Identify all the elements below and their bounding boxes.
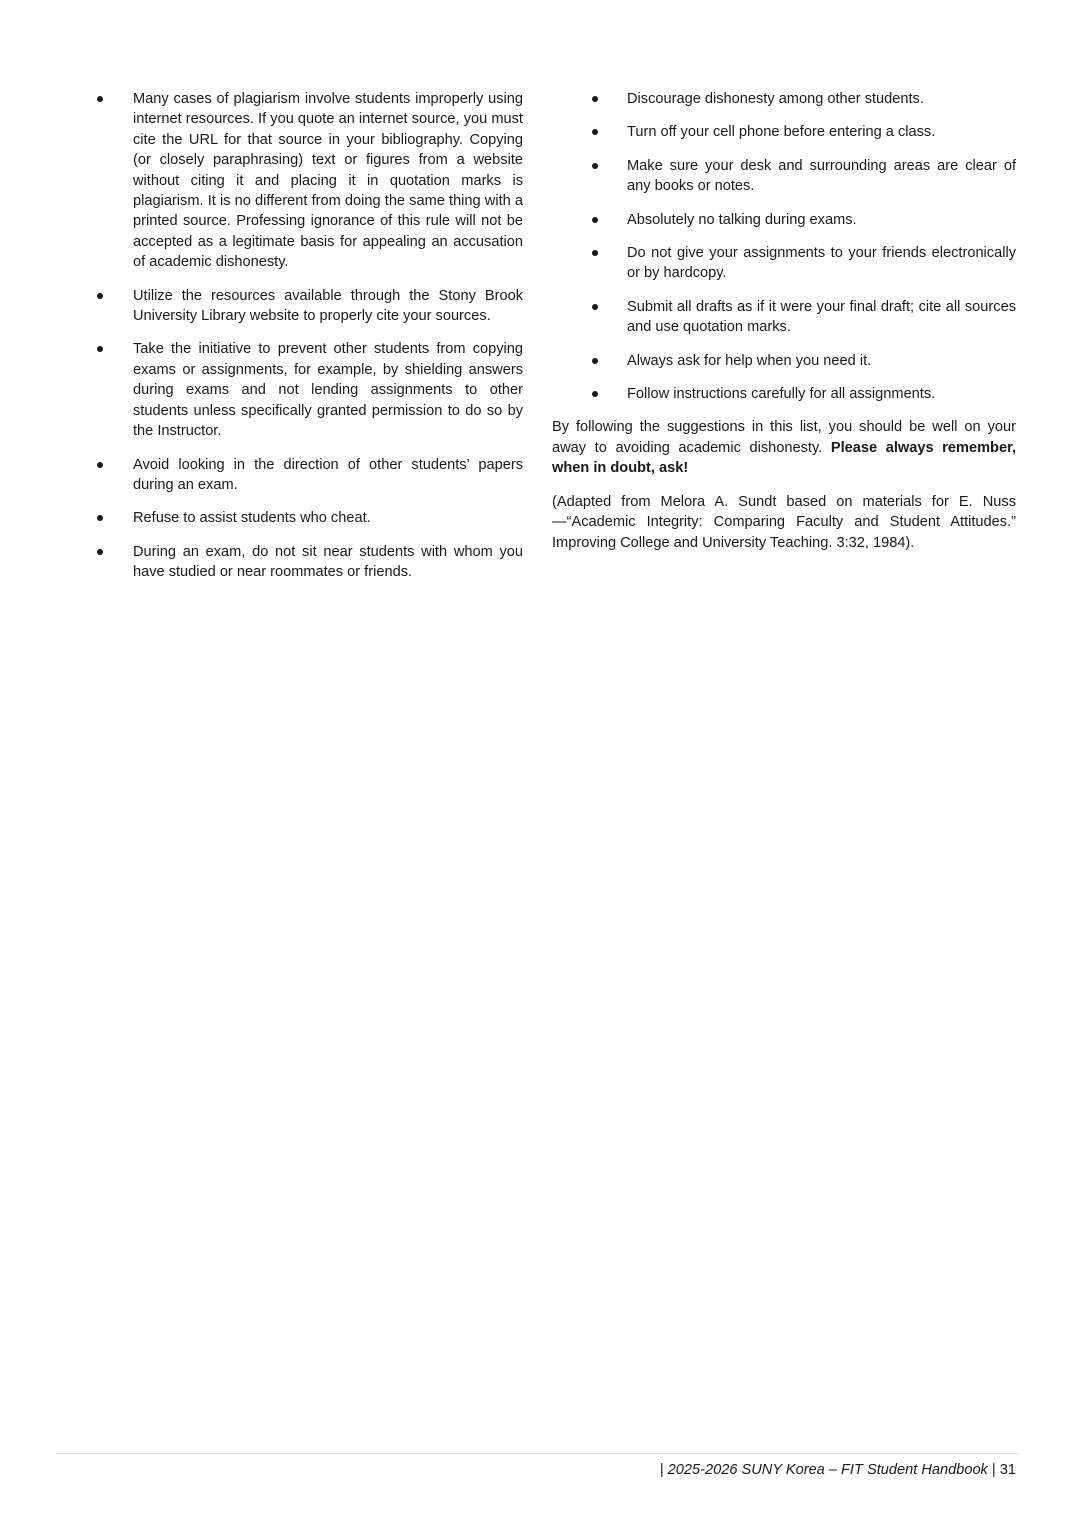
footer-separator: | [659,1462,668,1478]
bullet-icon [97,346,103,352]
list-item [552,243,1016,284]
list-item [95,455,523,496]
left-bullet-list [95,89,523,583]
bullet-icon [592,304,598,310]
bullet-icon [97,549,103,555]
list-item [552,210,1016,230]
bullet-icon [592,163,598,169]
list-item-text: Always ask for help when you need it. [627,352,872,369]
list-item [95,89,523,273]
list-item [95,286,523,327]
list-item [552,122,1016,142]
list-item [95,508,523,528]
list-item-text: Follow instructions carefully for all assignments. [627,386,936,403]
right-bullet-list [552,89,1016,404]
page-number: 31 [999,1462,1016,1478]
citation-paragraph: (Adapted from Melora A. Sundt based on materials for E. Nuss—“Academic Integrity: Comparing Faculty and Student Attitudes.” Improving College and University Teaching. 3:32, 1984). [552,493,1016,551]
list-item [552,156,1016,197]
list-item [552,297,1016,338]
bullet-icon [592,358,598,364]
footer-divider [56,1453,1019,1454]
list-item-text: Take the initiative to prevent other students from copying exams or assignments, for example, by shielding answers during exams and not lending assignments to other students unless specifically granted permission to do so by the Instructor. [133,341,523,440]
closing-text: By following the suggestions in this list, you should be well on your away to avoiding academic dishonesty. [552,419,1016,456]
closing-paragraph [552,417,1016,478]
list-item [552,89,1016,109]
list-item-text: Many cases of plagiarism involve students improperly using internet resources. If you quote an internet source, you must cite the URL for that source in your bibliography. Copying (or closely paraphrasing) text or figures from a website without citing it and placing it in quotation marks is plagiarism. It is no different from doing the same thing with a printed source. Professing ignorance of this rule will not be accepted as a legitimate basis for appealing an accusation of academic dishonesty. [133,91,523,271]
list-item-text: Absolutely no talking during exams. [627,211,857,228]
bullet-icon [97,293,103,299]
list-item-text: Turn off your cell phone before entering a class. [627,124,936,141]
closing-emphasis: Please always remember, when in doubt, ask! [552,439,1017,477]
list-item-text: Refuse to assist students who cheat. [133,510,371,527]
list-item [552,384,1016,404]
page-footer [660,1460,1016,1480]
bullet-icon [592,129,598,135]
bullet-icon [97,96,103,102]
list-item-text: Do not give your assignments to your friends electronically or by hardcopy. [627,245,1016,282]
list-item-text: Discourage dishonesty among other students. [627,91,924,107]
bullet-icon [97,462,103,468]
bullet-icon [592,96,598,102]
bullet-icon [592,391,598,397]
left-column [95,89,523,596]
list-item-text: Avoid looking in the direction of other students’ papers during an exam. [133,456,523,493]
list-item-text: Submit all drafts as if it were your final draft; cite all sources and use quotation marks. [627,298,1016,336]
list-item [95,542,523,583]
bullet-icon [592,250,598,256]
list-item [95,339,523,441]
list-item-text: During an exam, do not sit near students with whom you have studied or near roommates or friends. [133,543,523,581]
right-column [552,89,1016,566]
bullet-icon [97,515,103,521]
list-item-text: Utilize the resources available through the Stony Brook University Library website to properly cite your sources. [133,287,523,325]
footer-title: 2025-2026 SUNY Korea – FIT Student Handbook [667,1462,988,1478]
bullet-icon [592,217,598,223]
footer-separator: | [987,1462,1000,1478]
list-item-text: Make sure your desk and surrounding areas are clear of any books or notes. [627,157,1016,195]
list-item [552,351,1016,371]
